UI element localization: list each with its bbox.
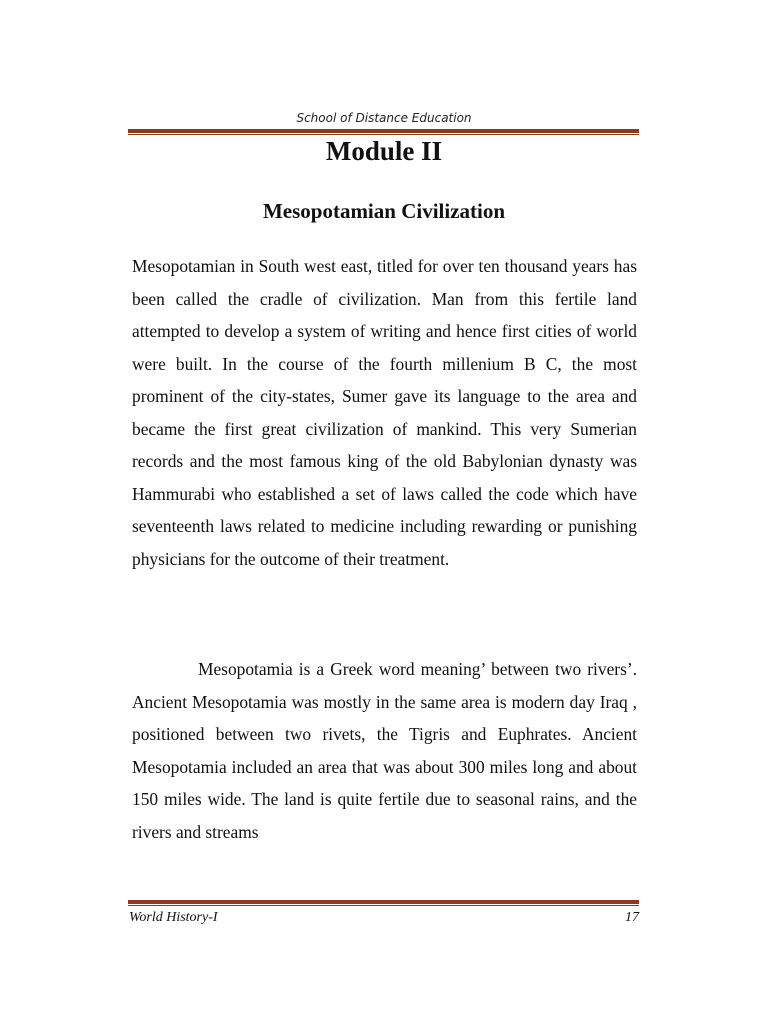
body-paragraph-1: Mesopotamian in South west east, titled for over ten thousand years has been called the cradle of civilization. Man from this fertile land attempted to develop a system of writing and hence first cities of world were built. In the course of the fourth millenium B C, the most prominent of the city-states, Sumer gave its language to the area and became the first great civilization of mankind. This very Sumerian records and the most famous king of the old Babylonian dynasty was Hammurabi who established a set of laws called the code which have seventeenth laws related to medicine including rewarding or punishing physicians for the outcome of their treatment. [132,256,637,569]
module-title: Module II [325,136,443,166]
footer-rule-thin [128,905,639,906]
footer-rule-thick [128,900,639,904]
footer-course-title: World History-I [129,910,218,925]
footer-page-number: 17 [625,910,639,925]
footer-rule [128,900,639,906]
body-paragraph-2: Mesopotamia is a Greek word meaning’ between two rivers’. Ancient Mesopotamia was mostly in the same area is modern day Iraq , positioned between two rivets, the Tigris and Euphrates. Ancient Mesopotamia included an area that was about 300 miles long and about 150 miles wide. The land is quite fertile due to seasonal rains, and the rivers and streams [132,659,637,842]
running-head: School of Distance Education [296,111,472,125]
chapter-title: Mesopotamian Civilization [262,199,506,223]
header-rule-thick [128,129,639,133]
header-rule [128,129,639,135]
header-rule-thin [128,134,639,135]
